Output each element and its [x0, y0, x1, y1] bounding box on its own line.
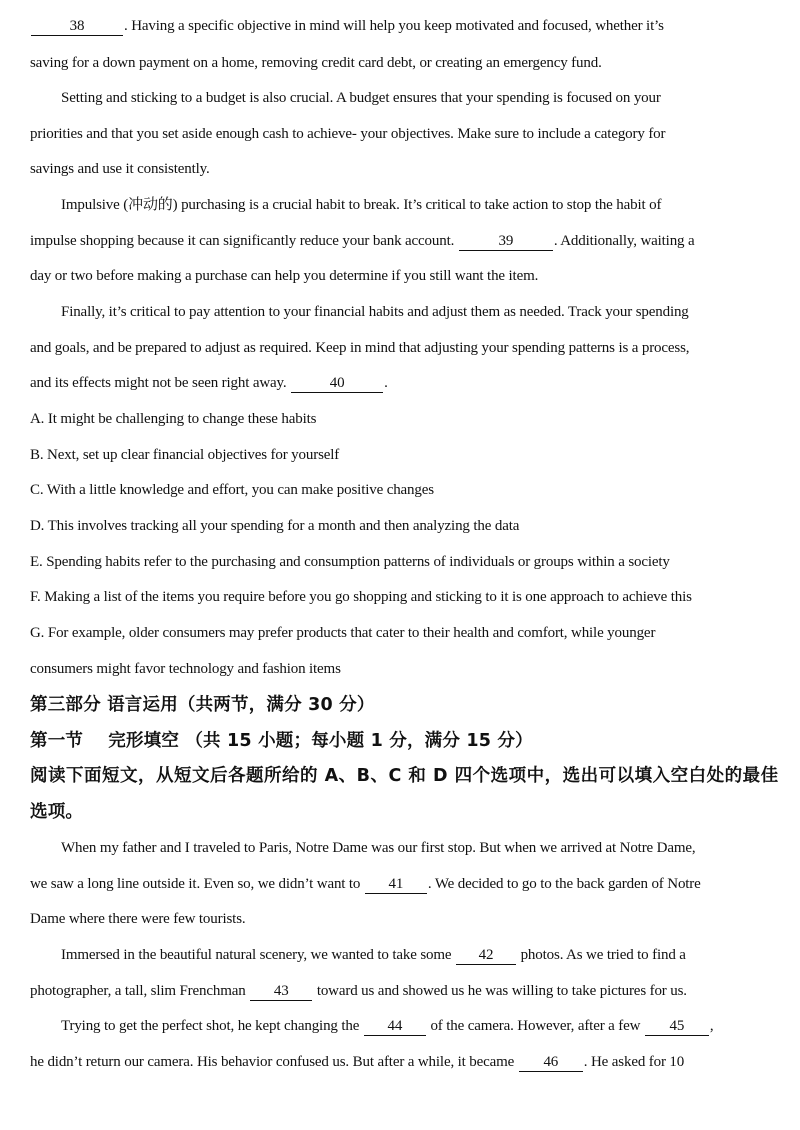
p2-2-line1: [61, 945, 780, 965]
p2-2-line2: [30, 981, 780, 1001]
text: we saw a long line outside it. Even so, we didn’t want to: [30, 876, 364, 892]
section-title: 第一节 完形填空 （共 15 小题；每小题 1 分，满分 15 分）: [30, 731, 533, 751]
text: photos. As we tried to find a: [516, 947, 686, 963]
p1-line2: saving for a down payment on a home, removing credit card debt, or creating an emergency fund.: [30, 55, 602, 71]
option-d: D. This involves tracking all your spending for a month and then analyzing the data: [30, 518, 520, 534]
text: . We decided to go to the back garden of Notre: [427, 876, 701, 892]
blank-46: 46: [519, 1054, 583, 1072]
part-title: 第三部分 语言运用（共两节，满分 30 分）: [30, 695, 375, 715]
p2-line3: savings and use it consistently.: [30, 161, 210, 177]
p4-line2: and goals, and be prepared to adjust as required. Keep in mind that adjusting your spending patterns is a process,: [30, 340, 690, 356]
text: of the camera. However, after a few: [426, 1018, 644, 1034]
p2-line2: priorities and that you set aside enough cash to achieve- your objectives. Make sure to include a category for: [30, 126, 666, 142]
text: photographer, a tall, slim Frenchman: [30, 983, 250, 999]
blank-45: 45: [645, 1018, 709, 1036]
text: . He asked for 10: [583, 1054, 685, 1070]
blank-42: 42: [456, 947, 516, 965]
text: Trying to get the perfect shot, he kept changing the: [61, 1018, 363, 1034]
text: .: [384, 375, 388, 391]
text: . Having a specific objective in mind will help you keep motivated and focused, whether it’s: [124, 18, 664, 34]
instruction-line1: 阅读下面短文，从短文后各题所给的 A、B、C 和 D 四个选项中，选出可以填入空白处的最佳: [30, 766, 779, 786]
option-c: C. With a little knowledge and effort, you can make positive changes: [30, 482, 434, 498]
blank-41: 41: [365, 876, 427, 894]
p2-1-line1: When my father and I traveled to Paris, Notre Dame was our first stop. But when we arrived at Notre Dame,: [61, 840, 696, 856]
p4-line3: [30, 373, 780, 393]
blank-43: 43: [250, 983, 312, 1001]
text: and its effects might not be seen right away.: [30, 375, 291, 391]
option-b: B. Next, set up clear financial objectives for yourself: [30, 447, 340, 463]
blank-39: 39: [459, 233, 553, 251]
blank-40: 40: [291, 375, 383, 393]
text: impulse shopping because it can significantly reduce your bank account.: [30, 233, 458, 249]
p1-line1: [30, 16, 780, 36]
p2-1-line3: Dame where there were few tourists.: [30, 911, 246, 927]
p2-line1: Setting and sticking to a budget is also crucial. A budget ensures that your spending is focused on your: [61, 90, 661, 106]
text: ,: [709, 1018, 714, 1034]
option-g: G. For example, older consumers may prefer products that cater to their health and comfort, while younger: [30, 625, 656, 641]
option-g-cont: consumers might favor technology and fashion items: [30, 661, 341, 677]
p3-line1: Impulsive (冲动的) purchasing is a crucial habit to break. It’s critical to take action to stop the habit of: [61, 197, 662, 213]
p3-line3: day or two before making a purchase can help you determine if you still want the item.: [30, 268, 539, 284]
text: . Additionally, waiting a: [553, 233, 695, 249]
p4-line1: Finally, it’s critical to pay attention to your financial habits and adjust them as needed. Track your spending: [61, 304, 689, 320]
blank-44: 44: [364, 1018, 426, 1036]
p2-3-line2: [30, 1052, 780, 1072]
text: Immersed in the beautiful natural scenery, we wanted to take some: [61, 947, 455, 963]
text: toward us and showed us he was willing to take pictures for us.: [313, 983, 687, 999]
option-e: E. Spending habits refer to the purchasing and consumption patterns of individuals or groups within a society: [30, 554, 670, 570]
p2-1-line2: [30, 874, 780, 894]
option-f: F. Making a list of the items you require before you go shopping and sticking to it is one approach to achieve this: [30, 589, 692, 605]
option-a: A. It might be challenging to change these habits: [30, 411, 317, 427]
text: he didn’t return our camera. His behavior confused us. But after a while, it became: [30, 1054, 518, 1070]
p3-line2: [30, 231, 780, 251]
p2-3-line1: [61, 1016, 780, 1036]
instruction-line2: 选项。: [30, 802, 84, 822]
blank-38: 38: [31, 18, 123, 36]
